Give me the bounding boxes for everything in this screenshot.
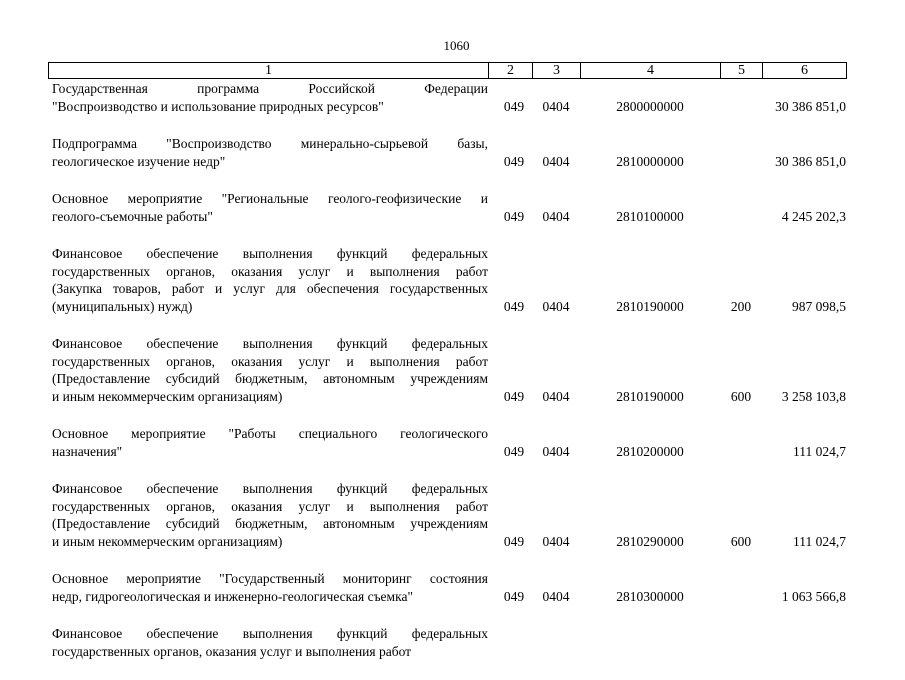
table-row — [48, 245, 846, 315]
row-amount: 4 245 202,3 — [781, 208, 846, 224]
description-line: Финансовое обеспечение выполнения функций федеральных — [52, 626, 488, 641]
row-ministry-code: 049 — [503, 208, 525, 224]
row-section-code: 0404 — [542, 208, 570, 224]
description-line: Финансовое обеспечение выполнения функций федеральных — [52, 336, 488, 351]
column-header-6: 6 — [763, 63, 847, 79]
description-line: (Предоставление субсидий бюджетным, автономным учреждениям — [52, 516, 488, 531]
description-line: геологическое изучение недр" — [52, 153, 226, 169]
description-line: Финансовое обеспечение выполнения функций федеральных — [52, 481, 488, 496]
row-target-article: 2810100000 — [616, 208, 684, 224]
column-header-3: 3 — [533, 63, 581, 79]
row-description — [48, 335, 488, 405]
row-target-article: 2810190000 — [616, 388, 684, 404]
row-description — [48, 245, 488, 315]
description-line: "Воспроизводство и использование природных ресурсов" — [52, 98, 384, 114]
row-ministry-code: 049 — [503, 153, 525, 169]
table-row — [48, 425, 846, 460]
description-line: Основное мероприятие "Региональные геолого-геофизические и — [52, 191, 488, 206]
description-line: государственных органов, оказания услуг и выполнения работ — [52, 498, 488, 514]
row-expense-type: 200 — [730, 298, 752, 314]
row-amount: 3 258 103,8 — [781, 388, 846, 404]
table-row — [48, 135, 846, 170]
description-line: государственных органов, оказания услуг и выполнения работ — [52, 353, 488, 369]
budget-table-body — [48, 80, 846, 680]
row-ministry-code: 049 — [503, 98, 525, 114]
description-line: Государственная программа Российской Федерации — [52, 81, 488, 96]
description-line: Основное мероприятие "Государственный мониторинг состояния — [52, 571, 488, 586]
column-header-1: 1 — [49, 63, 489, 79]
row-description — [48, 570, 488, 605]
column-header-4: 4 — [581, 63, 721, 79]
row-section-code: 0404 — [542, 443, 570, 459]
column-header-5: 5 — [721, 63, 763, 79]
description-line: Основное мероприятие "Работы специального геологического — [52, 426, 488, 441]
description-line: назначения" — [52, 443, 123, 459]
row-section-code: 0404 — [542, 533, 570, 549]
description-line: недр, гидрогеологическая и инженерно-геологическая съемка" — [52, 588, 413, 604]
table-row — [48, 80, 846, 115]
row-amount: 30 386 851,0 — [775, 98, 846, 114]
row-target-article: 2810000000 — [616, 153, 684, 169]
row-amount: 30 386 851,0 — [775, 153, 846, 169]
row-amount: 111 024,7 — [793, 533, 846, 549]
row-ministry-code: 049 — [503, 443, 525, 459]
row-ministry-code: 049 — [503, 533, 525, 549]
description-line: геолого-съемочные работы" — [52, 208, 213, 224]
row-description — [48, 425, 488, 460]
row-section-code: 0404 — [542, 98, 570, 114]
row-description — [48, 80, 488, 115]
row-expense-type: 600 — [730, 388, 752, 404]
description-line: Подпрограмма "Воспроизводство минерально-сырьевой базы, — [52, 136, 488, 151]
row-ministry-code: 049 — [503, 588, 525, 604]
row-section-code: 0404 — [542, 588, 570, 604]
table-row — [48, 480, 846, 550]
description-line: государственных органов, оказания услуг и выполнения работ — [52, 263, 488, 279]
row-amount: 1 063 566,8 — [781, 588, 846, 604]
description-line: и иным некоммерческим организациям) — [52, 388, 283, 404]
row-expense-type: 600 — [730, 533, 752, 549]
row-description — [48, 480, 488, 550]
description-line: Финансовое обеспечение выполнения функций федеральных — [52, 246, 488, 261]
row-target-article: 2810200000 — [616, 443, 684, 459]
column-header-2: 2 — [489, 63, 533, 79]
row-amount: 987 098,5 — [792, 298, 846, 314]
row-section-code: 0404 — [542, 388, 570, 404]
row-section-code: 0404 — [542, 153, 570, 169]
row-target-article: 2810190000 — [616, 298, 684, 314]
table-row — [48, 570, 846, 605]
row-target-article: 2800000000 — [616, 98, 684, 114]
description-line: (муниципальных) нужд) — [52, 298, 193, 314]
row-target-article: 2810290000 — [616, 533, 684, 549]
row-ministry-code: 049 — [503, 298, 525, 314]
row-description — [48, 190, 488, 225]
description-line: (Закупка товаров, работ и услуг для обеспечения государственных — [52, 281, 488, 296]
row-section-code: 0404 — [542, 298, 570, 314]
table-row — [48, 190, 846, 225]
column-header-table — [48, 62, 847, 79]
description-line: (Предоставление субсидий бюджетным, автономным учреждениям — [52, 371, 488, 386]
description-line: и иным некоммерческим организациям) — [52, 533, 283, 549]
row-description — [48, 135, 488, 170]
description-line: государственных органов, оказания услуг и выполнения работ — [52, 643, 412, 659]
row-amount: 111 024,7 — [793, 443, 846, 459]
table-row — [48, 625, 846, 660]
row-description — [48, 625, 488, 660]
table-row — [48, 335, 846, 405]
row-ministry-code: 049 — [503, 388, 525, 404]
row-target-article: 2810300000 — [616, 588, 684, 604]
page-number: 1060 — [443, 38, 470, 53]
